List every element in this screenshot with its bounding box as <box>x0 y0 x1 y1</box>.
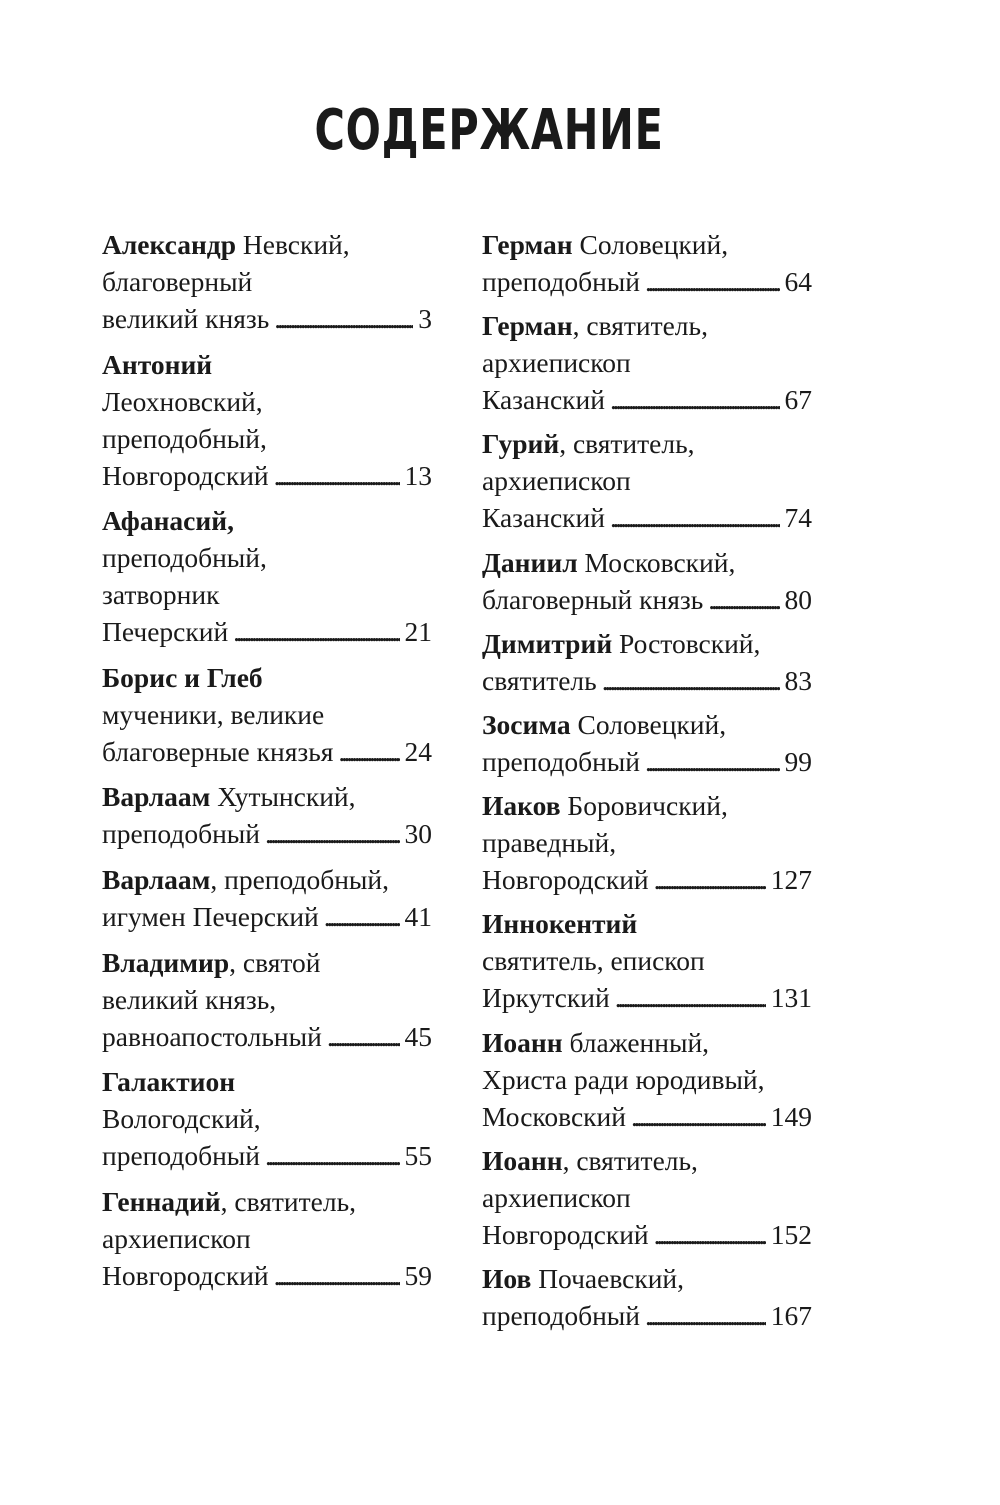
toc-entry-text: Невский, <box>236 229 350 260</box>
page-number: 67 <box>784 384 812 416</box>
toc-entry-text: , святитель, <box>572 310 708 342</box>
toc-entry-line <box>102 263 432 300</box>
toc-entry[interactable] <box>482 706 812 780</box>
toc-entry-line <box>102 346 432 383</box>
toc-entry-last-line <box>482 1216 812 1253</box>
toc-entry-line <box>102 420 432 457</box>
toc-entry[interactable] <box>482 307 812 418</box>
dot-leader <box>265 1137 400 1174</box>
toc-entry-text: архиепископ <box>482 347 631 379</box>
toc-entry-text: затворник <box>102 579 220 611</box>
page-number: 55 <box>404 1140 432 1172</box>
toc-entry-text: игумен Печерский <box>102 900 319 932</box>
toc-entry-text: архиепископ <box>102 1222 251 1254</box>
dot-leader <box>274 457 400 494</box>
toc-entry-name: Даниил <box>482 546 578 578</box>
toc-entry-text: Новгородский <box>482 864 649 896</box>
toc-entry[interactable] <box>102 346 432 494</box>
toc-entry-last-line <box>102 1137 432 1174</box>
toc-entry-name: Иннокентий <box>482 908 638 940</box>
toc-entry-text: праведный, <box>482 827 617 859</box>
toc-entry[interactable] <box>102 944 432 1055</box>
toc-entry[interactable] <box>102 861 432 935</box>
toc-entry-text: Новгородский <box>102 1259 269 1291</box>
dot-leader <box>265 815 400 852</box>
toc-entry-last-line <box>102 613 432 650</box>
toc-entry-text: Боровичский, <box>560 790 728 822</box>
toc-entry-line <box>102 981 432 1018</box>
toc-entry-line <box>482 905 812 942</box>
toc-entry-text: Новгородский <box>102 459 269 491</box>
toc-entry[interactable] <box>482 425 812 536</box>
toc-entry-name: Иаков <box>482 790 561 822</box>
page-number: 152 <box>770 1218 812 1250</box>
toc-entry-name: Варлаам <box>102 781 211 813</box>
dot-leader <box>610 499 780 536</box>
page-number: 74 <box>784 502 812 534</box>
toc-entry-line <box>482 942 812 979</box>
toc-entry-text: Соловецкий, <box>572 229 729 260</box>
toc-entry-text: Печерский <box>102 616 229 648</box>
toc-entry-line <box>102 1063 432 1100</box>
toc-entry-name: Гурий <box>482 428 560 460</box>
dot-leader <box>274 1257 400 1294</box>
toc-entry-name: Александр <box>102 229 236 260</box>
toc-entry-line <box>102 1220 432 1257</box>
toc-entry-text: преподобный <box>482 266 640 297</box>
toc-entry-line <box>102 944 432 981</box>
toc-entry[interactable] <box>482 787 812 898</box>
dot-leader <box>602 662 780 699</box>
toc-entry-text: мученики, великие <box>102 698 325 730</box>
toc-entry-line <box>482 787 812 824</box>
toc-entry-line <box>102 383 432 420</box>
toc-entry-text: , преподобный, <box>210 863 389 895</box>
toc-entry-text: преподобный <box>102 818 260 850</box>
toc-entry-text: Почаевский, <box>531 1262 685 1294</box>
toc-entry-text: святитель <box>482 664 597 696</box>
page-number: 21 <box>404 616 432 648</box>
dot-leader <box>645 743 780 780</box>
toc-entry-line <box>482 425 812 462</box>
page-number: 167 <box>770 1299 812 1331</box>
toc-entry-last-line <box>102 457 432 494</box>
toc-entry-name: Димитрий <box>482 627 613 659</box>
toc-entry-text: Московский <box>482 1100 626 1132</box>
toc-entry-name: Галактион <box>102 1066 236 1098</box>
toc-entry[interactable] <box>482 226 812 300</box>
toc-entry[interactable] <box>482 1260 812 1334</box>
toc-entry[interactable] <box>102 226 432 337</box>
toc-entry-text: Соловецкий, <box>570 708 727 740</box>
toc-entry-text: , святитель, <box>220 1185 356 1217</box>
toc-entry-name: Иоанн <box>482 1026 563 1058</box>
toc-entry-line <box>482 544 812 581</box>
page-number: 127 <box>770 864 812 896</box>
toc-entry-text: Леохновский, <box>102 385 263 417</box>
toc-entry-text: святитель, епископ <box>482 945 705 977</box>
toc-entry-text: архиепископ <box>482 465 631 497</box>
toc-entry-text: Вологодский, <box>102 1103 261 1135</box>
toc-entry-line <box>102 226 432 263</box>
page-number: 30 <box>404 818 432 850</box>
dot-leader <box>631 1098 766 1135</box>
toc-entry-name: Варлаам <box>102 863 211 895</box>
toc-entry-text: Казанский <box>482 502 605 534</box>
dot-leader <box>324 898 400 935</box>
page-number: 3 <box>418 303 432 334</box>
toc-entry-line <box>102 1100 432 1137</box>
toc-entry-text: преподобный <box>482 745 640 777</box>
toc-entry-line <box>482 1179 812 1216</box>
toc-entry-last-line <box>102 1257 432 1294</box>
toc-entry-text: равноапостольный <box>102 1020 322 1052</box>
toc-entry-last-line <box>482 381 812 418</box>
dot-leader <box>615 979 766 1016</box>
page-number: 41 <box>404 900 432 932</box>
page-number: 80 <box>784 583 812 615</box>
toc-entry[interactable] <box>102 778 432 852</box>
toc-entry-text: преподобный, <box>102 422 267 454</box>
toc-entry[interactable] <box>102 1183 432 1294</box>
dot-leader <box>233 613 399 650</box>
toc-entry-line <box>102 778 432 815</box>
toc-entry[interactable] <box>482 625 812 699</box>
toc-entry-last-line <box>482 662 812 699</box>
toc-entry-name: Иоанн <box>482 1144 563 1176</box>
toc-entry-text: преподобный <box>482 1299 640 1331</box>
toc-entry-text: великий князь <box>102 303 270 334</box>
dot-leader <box>654 1216 766 1253</box>
toc-entry-line <box>102 861 432 898</box>
toc-entry-name: Владимир <box>102 946 230 978</box>
toc-entry-line <box>102 576 432 613</box>
dot-leader <box>645 1297 766 1334</box>
toc-entry-line <box>482 344 812 381</box>
toc-entry-text: архиепископ <box>482 1181 631 1213</box>
toc-entry-line <box>102 696 432 733</box>
toc-entry-line <box>102 502 432 539</box>
toc-entry-line <box>482 307 812 344</box>
toc-entry[interactable] <box>102 502 432 650</box>
page-number: 45 <box>404 1020 432 1052</box>
toc-entry-text: блаженный, <box>562 1026 710 1058</box>
toc-entry-last-line <box>102 815 432 852</box>
toc-entry-name: Герман <box>482 310 573 342</box>
toc-column-left <box>102 226 432 1302</box>
toc-entry-last-line <box>482 743 812 780</box>
page-number: 64 <box>784 266 812 297</box>
dot-leader <box>338 733 399 770</box>
toc-entry-last-line <box>102 1018 432 1055</box>
toc-entry-line <box>482 1061 812 1098</box>
page-number: 24 <box>404 735 432 767</box>
toc-entry-last-line <box>482 263 812 300</box>
toc-entry-last-line <box>482 581 812 618</box>
toc-entry-name: Зосима <box>482 708 571 740</box>
toc-entry-line <box>102 659 432 696</box>
dot-leader <box>610 381 780 418</box>
toc-entry-last-line <box>482 861 812 898</box>
toc-entry-line <box>482 1260 812 1297</box>
toc-entry-line <box>482 824 812 861</box>
toc-entry[interactable] <box>482 544 812 618</box>
toc-entry-text: Московский, <box>577 546 736 578</box>
toc-entry-text: великий князь, <box>102 983 277 1015</box>
toc-entry-text: Казанский <box>482 384 605 416</box>
toc-entry-text: благоверные князья <box>102 735 334 767</box>
toc-entry-last-line <box>482 499 812 536</box>
toc-entry-name: Геннадий <box>102 1185 221 1217</box>
toc-entry-line <box>482 1024 812 1061</box>
toc-entry-name: Борис и Глеб <box>102 661 263 693</box>
toc-entry-text: благоверный князь <box>482 583 704 615</box>
toc-entry-line <box>102 539 432 576</box>
page-number: 59 <box>404 1259 432 1291</box>
toc-entry-text: Хутынский, <box>210 781 356 813</box>
dot-leader <box>645 263 780 300</box>
toc-entry-text: преподобный, <box>102 542 267 574</box>
page-number: 131 <box>770 982 812 1014</box>
page-title: СОДЕРЖАНИЕ <box>314 98 664 163</box>
toc-entry-text: Иркутский <box>482 982 610 1014</box>
toc-entry-name: Антоний <box>102 348 213 380</box>
toc-entry[interactable] <box>102 659 432 770</box>
toc-entry-last-line <box>102 733 432 770</box>
toc-column-right <box>482 226 812 1341</box>
toc-entry-text: , святой <box>229 946 321 978</box>
toc-entry-text: Ростовский, <box>612 627 761 659</box>
toc-entry-last-line <box>482 1098 812 1135</box>
toc-entry-text: преподобный <box>102 1140 260 1172</box>
toc-entry-name: Иов <box>482 1262 532 1294</box>
toc-entry[interactable] <box>102 1063 432 1174</box>
toc-entry-line <box>482 625 812 662</box>
toc-entry-last-line <box>482 979 812 1016</box>
page-number: 83 <box>784 664 812 696</box>
page-number: 13 <box>404 459 432 491</box>
page-number: 99 <box>784 745 812 777</box>
toc-entry-last-line <box>102 300 432 337</box>
toc-entry[interactable] <box>482 905 812 1016</box>
toc-entry-text: благоверный <box>102 266 253 297</box>
page-number: 149 <box>770 1100 812 1132</box>
toc-entry[interactable] <box>482 1142 812 1253</box>
toc-entry-text: Христа ради юродивый, <box>482 1063 765 1095</box>
dot-leader <box>654 861 766 898</box>
toc-entry[interactable] <box>482 1024 812 1135</box>
dot-leader <box>708 581 779 618</box>
toc-entry-name: Герман <box>482 229 573 260</box>
toc-entry-line <box>482 462 812 499</box>
toc-entry-text: , святитель, <box>559 428 695 460</box>
toc-entry-line <box>482 1142 812 1179</box>
toc-entry-text: , святитель, <box>562 1144 698 1176</box>
toc-entry-name: Афанасий, <box>102 505 234 537</box>
toc-entry-line <box>482 226 812 263</box>
toc-entry-last-line <box>102 898 432 935</box>
toc-entry-text: Новгородский <box>482 1218 649 1250</box>
toc-entry-line <box>482 706 812 743</box>
dot-leader <box>274 300 413 337</box>
dot-leader <box>327 1018 400 1055</box>
toc-entry-line <box>102 1183 432 1220</box>
toc-entry-last-line <box>482 1297 812 1334</box>
